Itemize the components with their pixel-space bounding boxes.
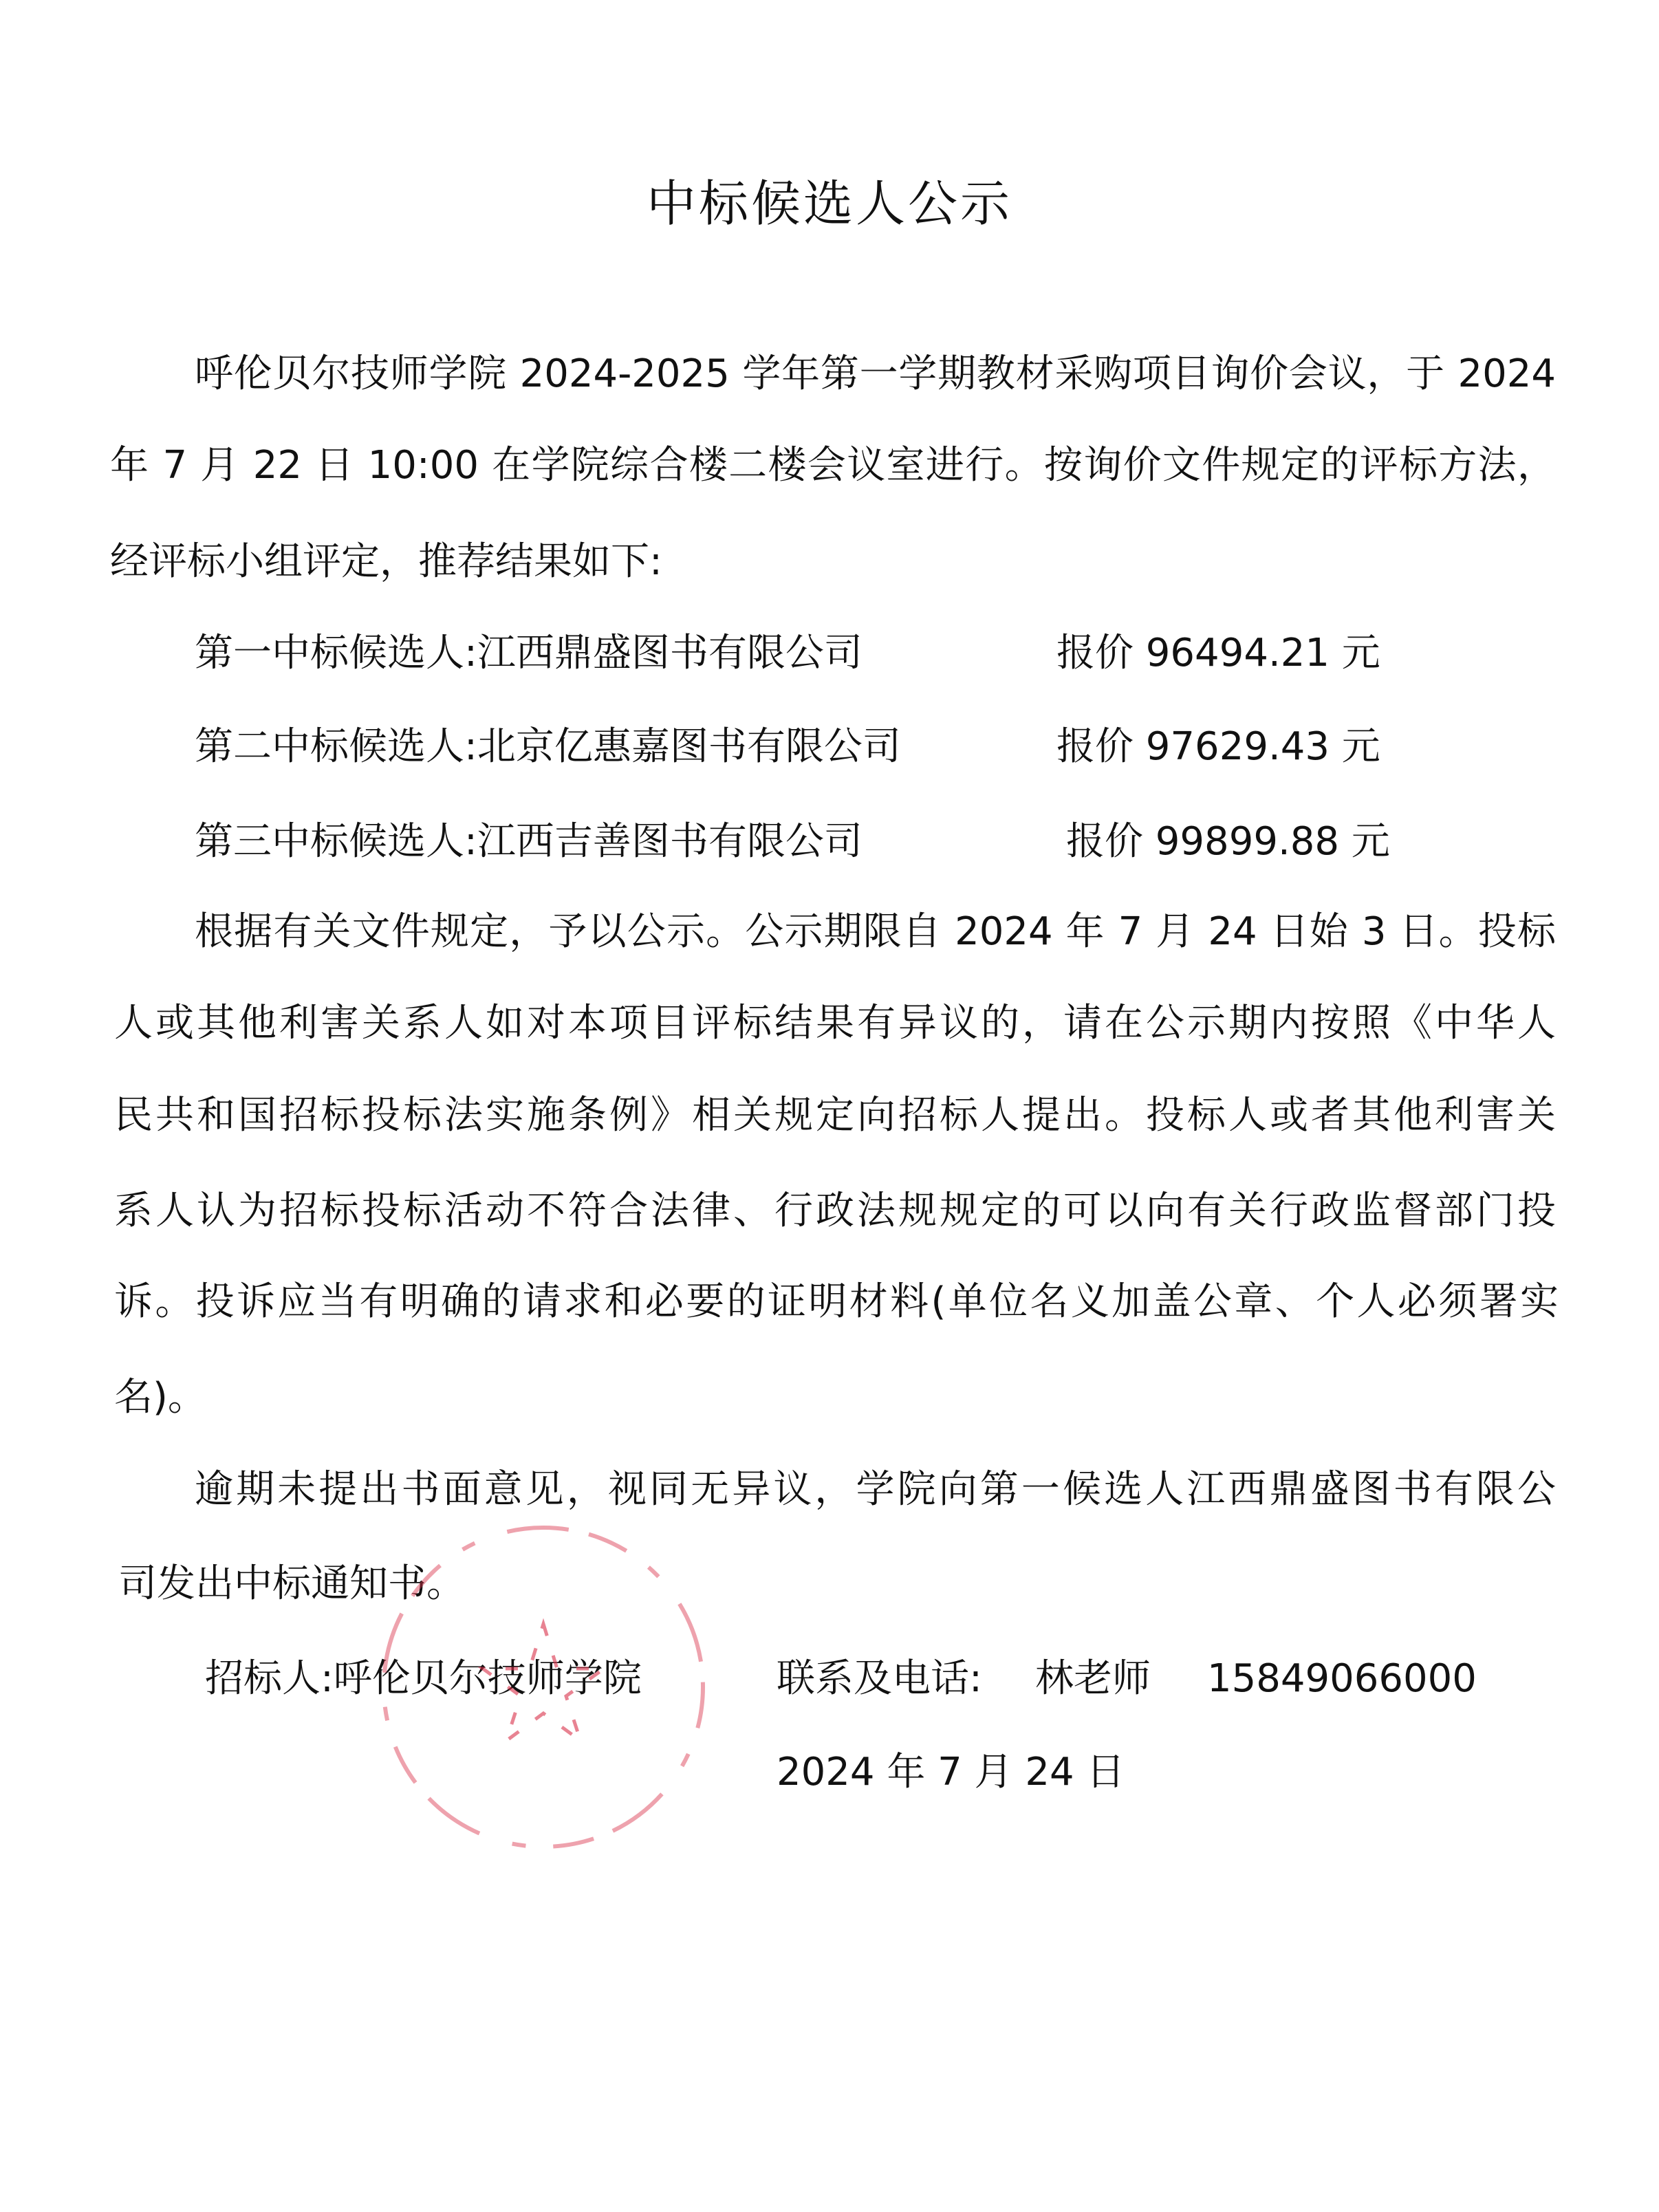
paragraph-3-line-2: 司发出中标通知书。 (118, 1561, 465, 1606)
paragraph-2-line-3: 民共和国招标投标法实施条例》相关规定向招标人提出。投标人或者其他利害关 (114, 1093, 1556, 1138)
candidate-2-price: 报价 97629.43 元 (1056, 724, 1380, 769)
paragraph-2-line-5: 诉。投诉应当有明确的请求和必要的证明材料(单位名义加盖公章、个人必须署实 (114, 1279, 1559, 1324)
contact-phone: 15849066000 (1207, 1656, 1477, 1701)
seal-star-icon (483, 1624, 604, 1741)
paragraph-2-line-4: 系人认为招标投标活动不符合法律、行政法规规定的可以向有关行政监督部门投 (114, 1189, 1556, 1233)
candidate-3-price: 报价 99899.88 元 (1066, 819, 1390, 864)
document-title: 中标候选人公示 (646, 175, 1012, 232)
paragraph-2-line-6: 名)。 (114, 1375, 206, 1420)
official-seal (377, 1521, 710, 1854)
paragraph-2-line-1: 根据有关文件规定，予以公示。公示期限自 2024 年 7 月 24 日始 3 日。投标 (195, 909, 1556, 954)
paragraph-1-line-2: 年 7 月 22 日 10:00 在学院综合楼二楼会议室进行。按询价文件规定的评标方法， (110, 443, 1556, 488)
candidate-3-label: 第三中标候选人:江西吉善图书有限公司 (195, 819, 863, 864)
seal-ring (384, 1528, 703, 1847)
candidate-1-label: 第一中标候选人:江西鼎盛图书有限公司 (195, 631, 863, 675)
tenderer-name: 招标人:呼伦贝尔技师学院 (205, 1656, 642, 1701)
candidate-2-label: 第二中标候选人:北京亿惠嘉图书有限公司 (195, 724, 901, 769)
notice-date: 2024 年 7 月 24 日 (777, 1750, 1125, 1794)
paragraph-2-line-2: 人或其他利害关系人如对本项目评标结果有异议的，请在公示期内按照《中华人 (114, 1001, 1556, 1045)
candidate-1-price: 报价 96494.21 元 (1056, 631, 1380, 675)
paragraph-1-line-1: 呼伦贝尔技师学院 2024-2025 学年第一学期教材采购项目询价会议，于 2024 (195, 351, 1556, 396)
paragraph-3-line-1: 逾期未提出书面意见，视同无异议，学院向第一候选人江西鼎盛图书有限公 (195, 1467, 1556, 1512)
contact-label: 联系及电话: (777, 1656, 982, 1701)
contact-name: 林老师 (1035, 1656, 1151, 1701)
paragraph-1-line-3: 经评标小组评定，推荐结果如下: (110, 539, 662, 584)
